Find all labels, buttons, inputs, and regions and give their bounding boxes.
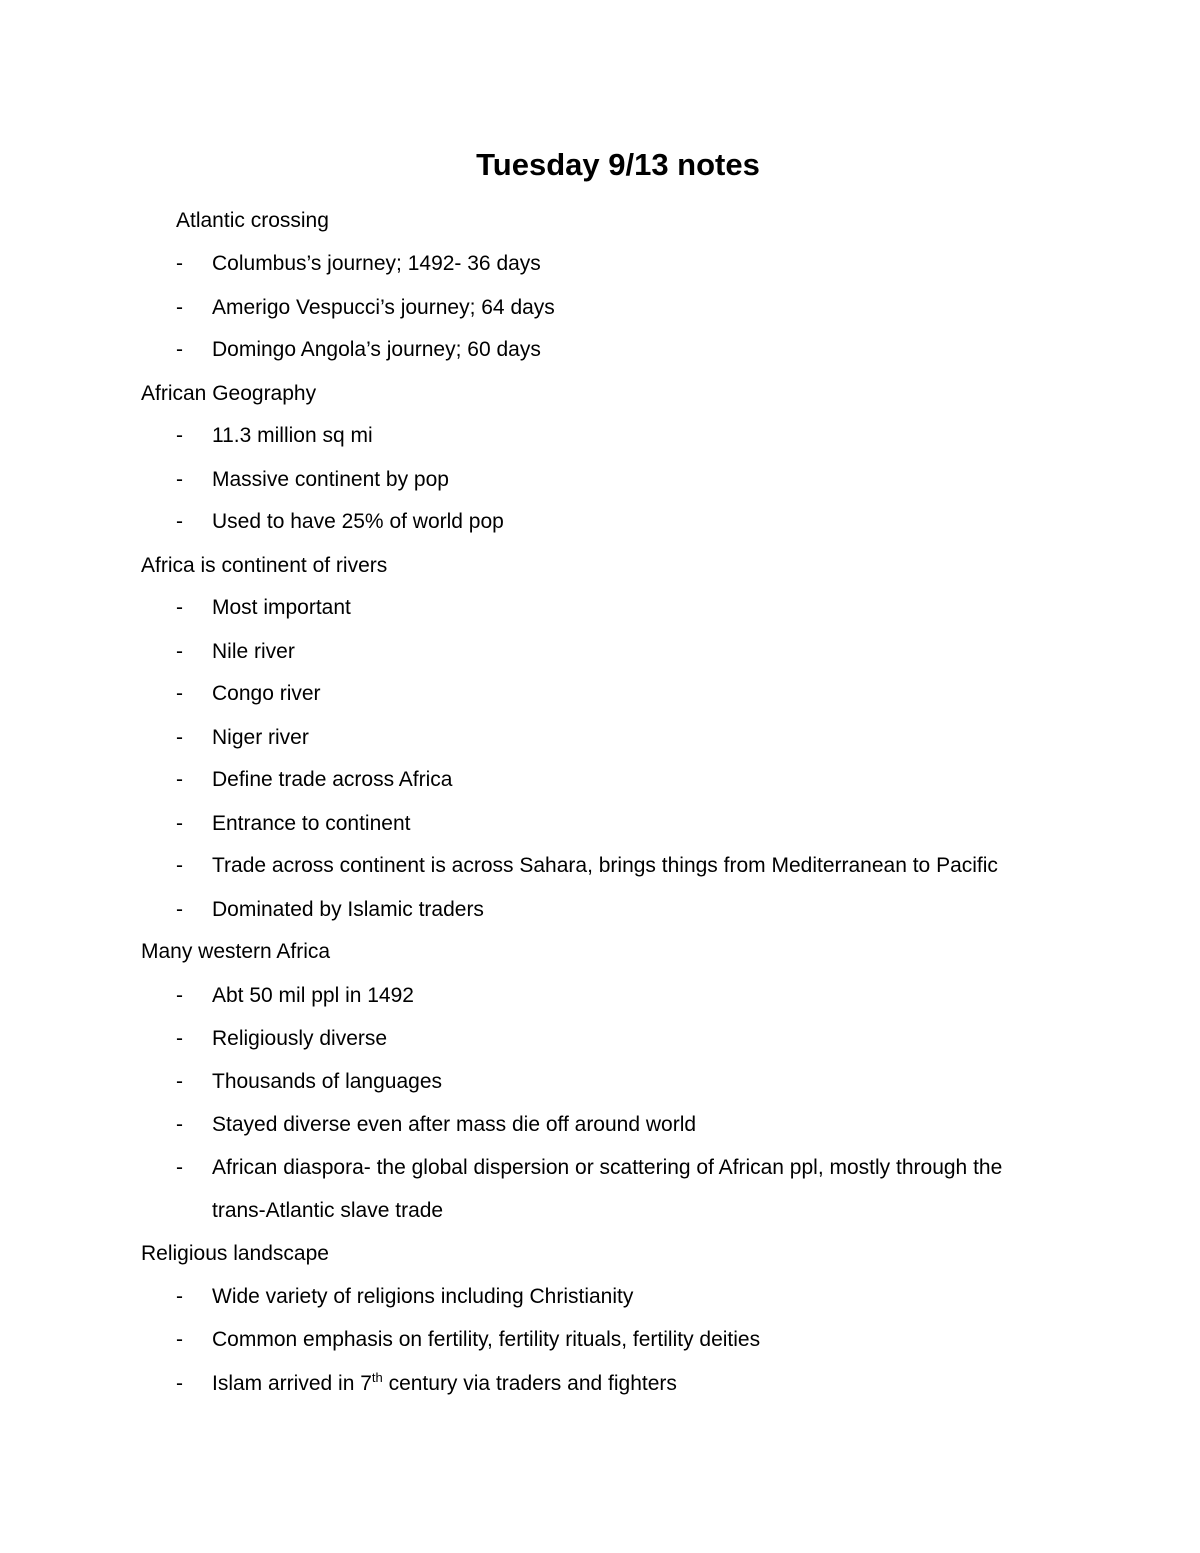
bullet-dash: - [176, 1027, 183, 1050]
bullet-dash: - [176, 640, 183, 663]
list-item: Used to have 25% of world pop [212, 510, 504, 533]
bullet-dash: - [176, 1113, 183, 1136]
section-heading-rivers: Africa is continent of rivers [141, 554, 388, 577]
bullet-dash: - [176, 1156, 183, 1179]
list-item-continuation: trans-Atlantic slave trade [212, 1199, 444, 1222]
section-heading-african-geography: African Geography [141, 382, 317, 405]
bullet-dash: - [176, 1285, 183, 1308]
section-heading-religious-landscape: Religious landscape [141, 1242, 329, 1265]
bullet-dash: - [176, 1328, 183, 1351]
list-item: Dominated by Islamic traders [212, 898, 484, 921]
bullet-dash: - [176, 468, 183, 491]
list-item: Stayed diverse even after mass die off around world [212, 1113, 697, 1136]
list-item: Amerigo Vespucci’s journey; 64 days [212, 296, 555, 319]
list-item: Most important [212, 596, 351, 619]
bullet-dash: - [176, 898, 183, 921]
bullet-dash: - [176, 296, 183, 319]
list-item: Define trade across Africa [212, 768, 453, 791]
bullet-dash: - [176, 596, 183, 619]
list-item: Religiously diverse [212, 1027, 388, 1050]
list-item: Trade across continent is across Sahara, brings things from Mediterranean to Pacific [212, 854, 998, 877]
list-item [212, 1371, 677, 1397]
list-item: Abt 50 mil ppl in 1492 [212, 984, 414, 1007]
list-item: Massive continent by pop [212, 468, 449, 491]
list-item-text-before: Islam arrived in 7 [212, 1372, 372, 1395]
list-item: Congo river [212, 682, 321, 705]
bullet-dash: - [176, 1372, 183, 1395]
bullet-dash: - [176, 424, 183, 447]
list-item: African diaspora- the global dispersion or scattering of African ppl, mostly through the [212, 1156, 1003, 1179]
page-title: Tuesday 9/13 notes [476, 147, 760, 182]
superscript-ordinal: th [371, 1370, 383, 1385]
bullet-dash: - [176, 984, 183, 1007]
list-item: Thousands of languages [212, 1070, 443, 1093]
list-item: 11.3 million sq mi [212, 424, 373, 447]
list-item: Domingo Angola’s journey; 60 days [212, 338, 541, 361]
list-item: Wide variety of religions including Christianity [212, 1285, 634, 1308]
bullet-dash: - [176, 726, 183, 749]
list-item: Common emphasis on fertility, fertility rituals, fertility deities [212, 1328, 761, 1351]
bullet-dash: - [176, 854, 183, 877]
bullet-dash: - [176, 252, 183, 275]
list-item: Niger river [212, 726, 309, 749]
bullet-dash: - [176, 682, 183, 705]
bullet-dash: - [176, 510, 183, 533]
section-heading-atlantic-crossing: Atlantic crossing [176, 209, 329, 232]
list-item: Columbus’s journey; 1492- 36 days [212, 252, 541, 275]
bullet-dash: - [176, 812, 183, 835]
bullet-dash: - [176, 1070, 183, 1093]
section-heading-western-africa: Many western Africa [141, 940, 331, 963]
bullet-dash: - [176, 338, 183, 361]
bullet-dash: - [176, 768, 183, 791]
list-item: Nile river [212, 640, 295, 663]
list-item-text-after: century via traders and fighters [382, 1372, 677, 1395]
list-item: Entrance to continent [212, 812, 411, 835]
